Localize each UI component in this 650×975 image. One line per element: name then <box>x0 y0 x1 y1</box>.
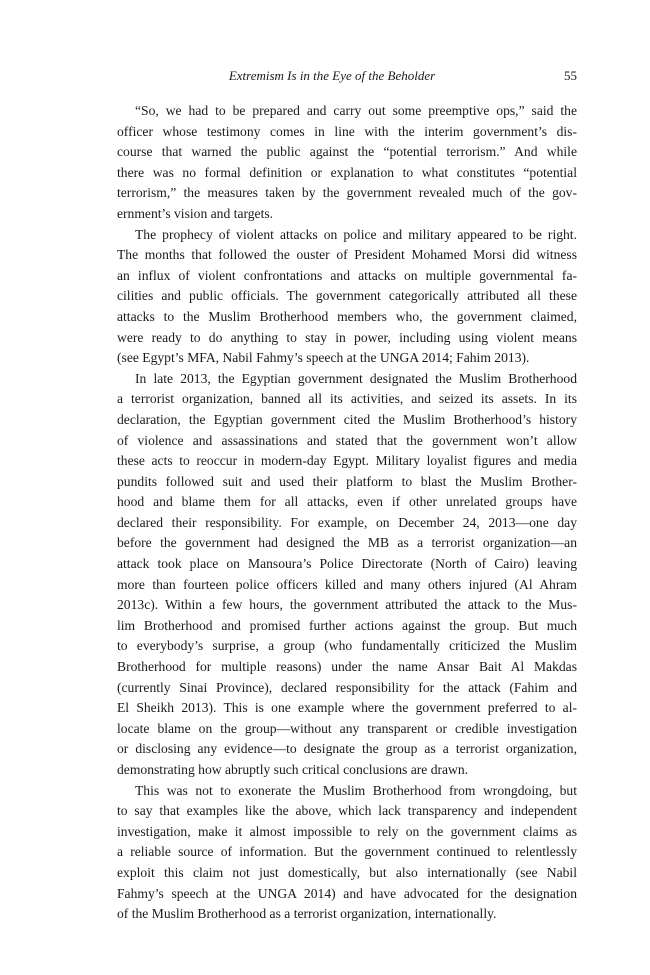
text-line: demonstrating how abruptly such critical conclusions are drawn. <box>117 762 469 777</box>
text-line: terrorism,” the measures taken by the government revealed much of the gov- <box>117 185 577 201</box>
text-line: of the Muslim Brotherhood as a terrorist organization, internationally. <box>117 906 497 922</box>
text-line: El Sheikh 2013). This is one example where the government preferred to al- <box>117 700 577 716</box>
running-head <box>117 68 577 86</box>
text-line: pundits followed suit and used their platform to blast the Muslim Brother- <box>117 473 577 489</box>
text-line: (see Egypt’s MFA, Nabil Fahmy’s speech at the UNGA 2014; Fahim 2013). <box>117 350 530 366</box>
body-text <box>117 101 577 925</box>
paragraph <box>117 781 577 925</box>
text-line: more than fourteen police officers killed and many others injured (Al Ahram <box>117 576 577 592</box>
running-title: Extremism Is in the Eye of the Beholder <box>228 68 436 83</box>
text-line: officer whose testimony comes in line with the interim government’s dis- <box>117 123 577 139</box>
text-line: or disclosing any evidence—to designate the group as a terrorist organization, <box>117 741 577 757</box>
text-line: declaration, the Egyptian government cited the Muslim Brotherhood’s history <box>117 411 577 427</box>
text-line: The prophecy of violent attacks on police and military appeared to be right. <box>135 226 577 242</box>
text-line: exploit this claim not just domestically, but also internationally (see Nabil <box>117 864 577 880</box>
text-line: This was not to exonerate the Muslim Brotherhood from wrongdoing, but <box>135 782 577 798</box>
text-line: of violence and assassinations and stated that the government won’t allow <box>117 432 577 448</box>
text-line: hood and blame them for all attacks, even if other unrelated groups have <box>117 494 577 510</box>
text-line: investigation, make it almost impossible to rely on the government claims as <box>117 823 577 839</box>
text-line: lim Brotherhood and promised further actions against the group. But much <box>117 617 577 633</box>
text-line: In late 2013, the Egyptian government designated the Muslim Brotherhood <box>135 370 577 386</box>
text-line: “So, we had to be prepared and carry out some preemptive ops,” said the <box>135 103 577 118</box>
paragraph <box>117 101 577 225</box>
text-line: declared their responsibility. For example, on December 24, 2013—one day <box>117 514 577 530</box>
text-line: Brotherhood for multiple reasons) under the name Ansar Bait Al Makdas <box>117 659 577 675</box>
text-line: attack took place on Mansoura’s Police Directorate (North of Cairo) leaving <box>117 556 577 572</box>
text-line: were ready to do anything to stay in power, including using violent means <box>117 329 577 345</box>
text-line: an influx of violent confrontations and attacks on multiple governmental fa- <box>117 267 577 283</box>
text-line: cilities and public officials. The government categorically attributed all these <box>117 288 577 304</box>
text-line: to say that examples like the above, which lack transparency and independent <box>117 803 577 819</box>
text-line: to everybody’s surprise, a group (who fundamentally criticized the Muslim <box>117 638 577 654</box>
text-line: a terrorist organization, banned all its activities, and seized its assets. In its <box>117 391 577 407</box>
text-line: attacks to the Muslim Brotherhood members who, the government claimed, <box>117 308 577 324</box>
text-line: (currently Sinai Province), declared responsibility for the attack (Fahim and <box>117 679 577 695</box>
text-line: course that warned the public against the “potential terrorism.” And while <box>117 144 577 160</box>
text-line: before the government had designed the MB as a terrorist organization—an <box>117 535 577 551</box>
text-line: Fahmy’s speech at the UNGA 2014) and have advocated for the designation <box>117 885 577 901</box>
text-line: ernment’s vision and targets. <box>117 205 274 221</box>
paragraph <box>117 225 577 369</box>
text-line: a reliable source of information. But the government continued to relentlessly <box>117 844 577 860</box>
text-line: locate blame on the group—without any transparent or credible investigation <box>117 720 577 736</box>
page-number: 55 <box>564 68 577 83</box>
text-line: these acts to reoccur in modern-day Egypt. Military loyalist figures and media <box>117 453 577 469</box>
text-line: The months that followed the ouster of President Mohamed Morsi did witness <box>117 247 577 263</box>
text-line: there was no formal definition or explanation to what constitutes “potential <box>117 164 577 180</box>
paragraph <box>117 369 577 781</box>
text-line: 2013c). Within a few hours, the government attributed the attack to the Mus- <box>117 597 577 613</box>
